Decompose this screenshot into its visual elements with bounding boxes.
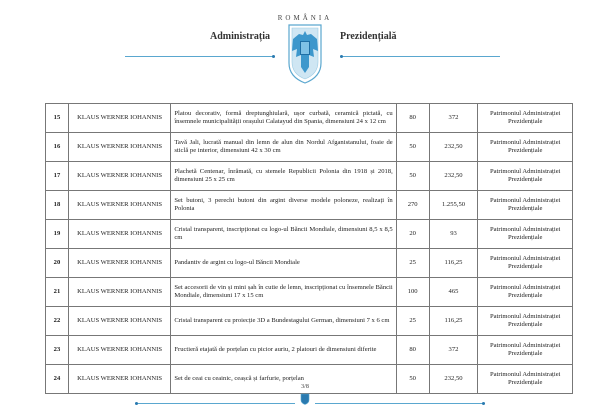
gift-description: Plachetă Centenar, înrămată, cu stemele Republicii Polonia din 1918 și 2018, dimensiuni 25 x 25 cm xyxy=(171,162,396,191)
gift-value: 50 xyxy=(396,162,429,191)
table-row xyxy=(46,191,573,220)
gift-destination: Patrimoniul Administrației Prezidențiale xyxy=(478,162,573,191)
recipient-name: KLAUS WERNER IOHANNIS xyxy=(68,162,170,191)
document-footer xyxy=(0,380,610,416)
row-number: 17 xyxy=(46,162,69,191)
gift-total: 232,50 xyxy=(429,133,478,162)
recipient-name: KLAUS WERNER IOHANNIS xyxy=(68,220,170,249)
romanian-coat-of-arms-icon xyxy=(287,23,323,85)
gift-total: 93 xyxy=(429,220,478,249)
gift-description: Platou decorativ, formă dreptunghiulară, ușor curbată, ceramică pictată, cu însemnele municipalității orașului Calatayud din Spania, dimensiuni 24 x 12 cm xyxy=(171,104,396,133)
gift-description: Set butoni, 3 perechi butoni din argint diverse modele poloneze, realizați în Polonia xyxy=(171,191,396,220)
gifts-table xyxy=(45,103,573,394)
country-label: ROMÂNIA xyxy=(277,14,333,22)
table-row xyxy=(46,307,573,336)
recipient-name: KLAUS WERNER IOHANNIS xyxy=(68,249,170,278)
recipient-name: KLAUS WERNER IOHANNIS xyxy=(68,191,170,220)
gift-total: 372 xyxy=(429,336,478,365)
small-crest-icon xyxy=(300,393,310,405)
gift-destination: Patrimoniul Administrației Prezidențiale xyxy=(478,336,573,365)
gift-value: 25 xyxy=(396,249,429,278)
document-header xyxy=(0,0,610,100)
header-title-left: Administrația xyxy=(210,31,270,42)
row-number: 18 xyxy=(46,191,69,220)
row-number: 16 xyxy=(46,133,69,162)
gift-destination: Patrimoniul Administrației Prezidențiale xyxy=(478,220,573,249)
gift-value: 25 xyxy=(396,307,429,336)
gift-description: Set accesorii de vin și mini șah în cutie de lemn, inscripționat cu însemnele Băncii Mondiale, dimensiuni 17 x 15 cm xyxy=(171,278,396,307)
gift-total: 372 xyxy=(429,104,478,133)
gift-value: 50 xyxy=(396,365,429,394)
gift-description: Set de ceai cu ceainic, ceașcă și farfurie, porțelan xyxy=(171,365,396,394)
row-number: 21 xyxy=(46,278,69,307)
table-row xyxy=(46,220,573,249)
gift-value: 80 xyxy=(396,104,429,133)
row-number: 19 xyxy=(46,220,69,249)
row-number: 22 xyxy=(46,307,69,336)
footer-rule-right xyxy=(315,403,485,404)
gift-description: Tavă Jali, lucrată manual din lemn de alun din Nordul Afganistanului, foaie de sticlă pe interior, dimensiuni 42 x 30 cm xyxy=(171,133,396,162)
gift-description: Fructieră etajată de porțelan cu picior auriu, 2 platouri de dimensiuni diferite xyxy=(171,336,396,365)
recipient-name: KLAUS WERNER IOHANNIS xyxy=(68,336,170,365)
row-number: 20 xyxy=(46,249,69,278)
gift-description: Pandantiv de argint cu logo-ul Băncii Mondiale xyxy=(171,249,396,278)
table-row xyxy=(46,104,573,133)
gift-total: 116,25 xyxy=(429,249,478,278)
header-rule-right xyxy=(340,56,500,57)
row-number: 23 xyxy=(46,336,69,365)
gift-destination: Patrimoniul Administrației Prezidențiale xyxy=(478,365,573,394)
table-row xyxy=(46,162,573,191)
gift-destination: Patrimoniul Administrației Prezidențiale xyxy=(478,307,573,336)
table-row xyxy=(46,249,573,278)
row-number: 15 xyxy=(46,104,69,133)
gift-value: 80 xyxy=(396,336,429,365)
gift-destination: Patrimoniul Administrației Prezidențiale xyxy=(478,133,573,162)
gift-destination: Patrimoniul Administrației Prezidențiale xyxy=(478,191,573,220)
gift-total: 232,50 xyxy=(429,365,478,394)
gift-destination: Patrimoniul Administrației Prezidențiale xyxy=(478,104,573,133)
gift-total: 1.255,50 xyxy=(429,191,478,220)
gift-description: Cristal transparent, inscripționat cu logo-ul Băncii Mondiale, dimensiuni 8,5 x 8,5 cm xyxy=(171,220,396,249)
gift-destination: Patrimoniul Administrației Prezidențiale xyxy=(478,249,573,278)
gift-value: 50 xyxy=(396,133,429,162)
gift-value: 20 xyxy=(396,220,429,249)
recipient-name: KLAUS WERNER IOHANNIS xyxy=(68,278,170,307)
table-row xyxy=(46,133,573,162)
row-number: 24 xyxy=(46,365,69,394)
header-title-right: Prezidențială xyxy=(340,31,397,42)
recipient-name: KLAUS WERNER IOHANNIS xyxy=(68,104,170,133)
footer-rule-left xyxy=(135,403,295,404)
gift-total: 116,25 xyxy=(429,307,478,336)
gift-value: 270 xyxy=(396,191,429,220)
gift-description: Cristal transparent cu proiecție 3D a Bundestagului German, dimensiuni 7 x 6 cm xyxy=(171,307,396,336)
page-indicator: 3/8 xyxy=(301,384,309,390)
gift-total: 465 xyxy=(429,278,478,307)
table-row xyxy=(46,336,573,365)
header-rule-left xyxy=(125,56,275,57)
gift-value: 100 xyxy=(396,278,429,307)
gift-destination: Patrimoniul Administrației Prezidențiale xyxy=(478,278,573,307)
recipient-name: KLAUS WERNER IOHANNIS xyxy=(68,307,170,336)
recipient-name: KLAUS WERNER IOHANNIS xyxy=(68,365,170,394)
recipient-name: KLAUS WERNER IOHANNIS xyxy=(68,133,170,162)
gift-total: 232,50 xyxy=(429,162,478,191)
table-row xyxy=(46,278,573,307)
